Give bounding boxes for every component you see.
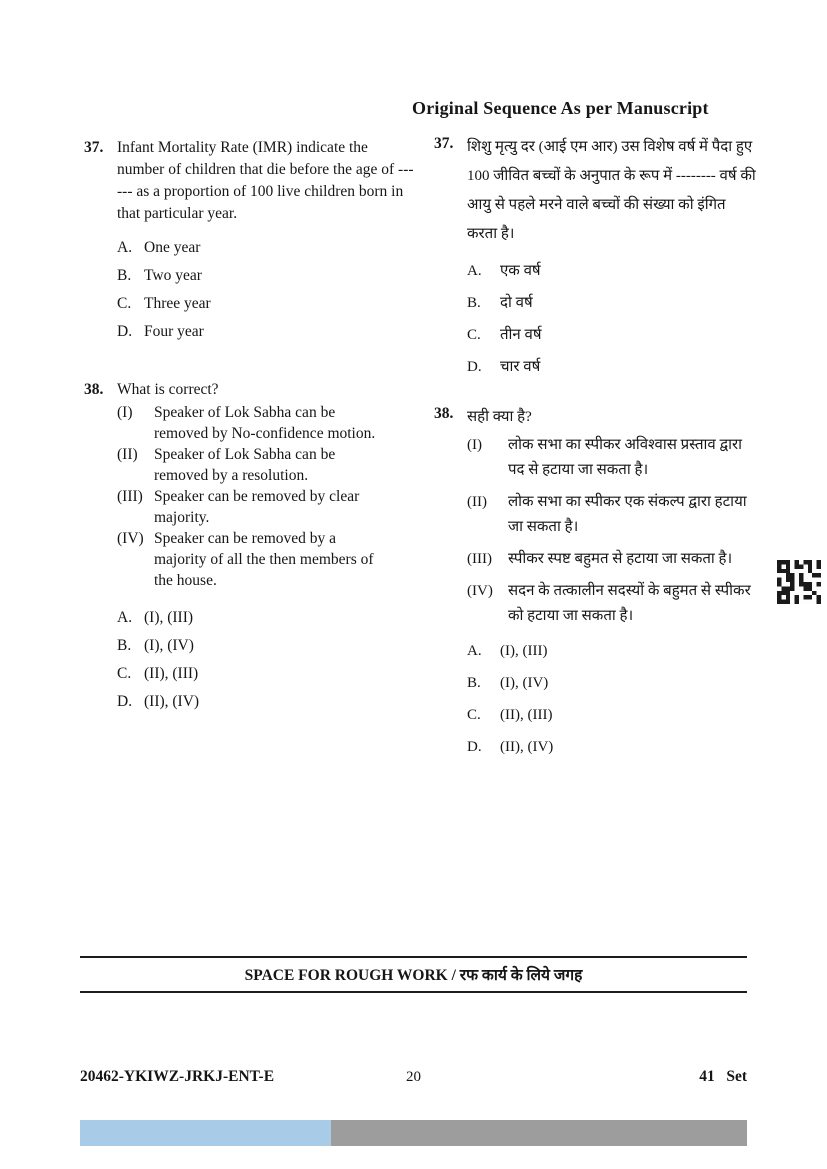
option-text: (II), (IV) (500, 739, 554, 755)
statements-list (117, 402, 415, 591)
statement-row (117, 444, 415, 486)
statement-text: सदन के तत्कालीन सदस्यों के बहुमत से स्पीकर को हटाया जा सकता है। (508, 583, 751, 624)
option-text: Two year (144, 267, 202, 284)
option-text: One year (144, 239, 201, 256)
qr-code-image (776, 560, 822, 604)
option-text: दो वर्ष (500, 295, 533, 311)
question-text: शिशु मृत्यु दर (आई एम आर) उस विशेष वर्ष में पैदा हुए 100 जीवित बच्चों के अनुपात के रूप में -------- वर्ष की आयु से पहले मरने वाले बच्चों की संख्या को इंगित करता है। (467, 139, 756, 242)
statement-label: (IV) (467, 583, 493, 599)
option-text: चार वर्ष (500, 359, 541, 375)
question-37-hi (434, 133, 757, 389)
option-row (117, 322, 415, 342)
options-list (467, 261, 757, 377)
option-row (467, 673, 757, 693)
statement-text: Speaker of Lok Sabha can be removed by No-confidence motion. (154, 404, 376, 442)
option-text: (II), (IV) (144, 693, 200, 710)
paper-code: 20462-YKIWZ-JRKJ-ENT-E (80, 1068, 275, 1085)
statement-text: Speaker of Lok Sabha can be removed by a resolution. (154, 446, 336, 484)
question-number: 38. (84, 381, 104, 398)
option-label: B. (467, 295, 481, 311)
bottom-strip-gray (331, 1120, 747, 1146)
option-label: A. (117, 609, 133, 626)
statement-row (467, 433, 757, 483)
option-label: C. (117, 295, 132, 312)
option-row (467, 261, 757, 281)
statement-label: (III) (117, 488, 143, 505)
question-37-en (84, 137, 415, 350)
statement-text: Speaker can be removed by clear majority. (154, 488, 360, 526)
hindi-column (434, 133, 757, 769)
option-row (467, 641, 757, 661)
option-text: (I), (IV) (144, 637, 194, 654)
option-label: C. (467, 707, 481, 723)
statement-text: स्पीकर स्पष्ट बहुमत से हटाया जा सकता है। (508, 551, 733, 567)
statement-text: Speaker can be removed by a majority of all the then members of the house. (154, 530, 374, 589)
option-row (467, 737, 757, 757)
statement-text: लोक सभा का स्पीकर एक संकल्प द्वारा हटाया जा सकता है। (508, 494, 747, 535)
options-list (117, 608, 415, 712)
statement-row (117, 402, 415, 444)
option-row (467, 357, 757, 377)
option-label: B. (117, 637, 132, 654)
option-text: (I), (III) (144, 609, 194, 626)
statement-label: (I) (117, 404, 133, 421)
page-footer (80, 1068, 747, 1086)
qr-code (776, 560, 822, 604)
option-row (467, 705, 757, 725)
option-text: (I), (III) (500, 643, 548, 659)
option-row (467, 325, 757, 345)
option-label: B. (467, 675, 481, 691)
statement-label: (II) (467, 494, 487, 510)
options-list (467, 641, 757, 757)
question-text: What is correct? (117, 381, 219, 398)
option-row (467, 293, 757, 313)
statement-row (467, 490, 757, 540)
statement-row (467, 579, 757, 629)
option-text: (I), (IV) (500, 675, 549, 691)
statement-row (117, 486, 415, 528)
rough-work-banner: SPACE FOR ROUGH WORK / रफ कार्य के लिये जगह (80, 956, 747, 993)
option-label: C. (117, 665, 132, 682)
option-label: D. (467, 359, 482, 375)
option-row (117, 608, 415, 628)
options-list (117, 238, 415, 342)
set-number: 41 Set (699, 1068, 747, 1085)
option-label: B. (117, 267, 132, 284)
option-text: तीन वर्ष (500, 327, 542, 343)
question-text: सही क्या है? (467, 409, 532, 425)
option-text: Three year (144, 295, 211, 312)
option-text: (II), (III) (144, 665, 199, 682)
statement-label: (II) (117, 446, 138, 463)
option-text: (II), (III) (500, 707, 553, 723)
page-title: Original Sequence As per Manuscript (412, 98, 709, 118)
option-label: D. (117, 693, 133, 710)
option-label: A. (117, 239, 133, 256)
page-number: 20 (406, 1069, 421, 1085)
option-label: C. (467, 327, 481, 343)
question-number: 38. (434, 405, 454, 422)
option-text: एक वर्ष (500, 263, 541, 279)
option-row (117, 692, 415, 712)
option-row (117, 664, 415, 684)
question-38-hi (434, 403, 757, 769)
option-label: A. (467, 263, 482, 279)
english-column (84, 137, 415, 720)
option-row (117, 238, 415, 258)
statement-label: (IV) (117, 530, 144, 547)
option-row (117, 266, 415, 286)
question-number: 37. (434, 135, 454, 152)
option-row (117, 636, 415, 656)
option-label: D. (117, 323, 133, 340)
option-row (117, 294, 415, 314)
statement-label: (III) (467, 551, 492, 567)
statement-row (117, 528, 415, 591)
question-number: 37. (84, 139, 104, 156)
statement-label: (I) (467, 437, 482, 453)
statement-row (467, 547, 757, 572)
option-label: A. (467, 643, 482, 659)
statement-text: लोक सभा का स्पीकर अविश्वास प्रस्ताव द्वारा पद से हटाया जा सकता है। (508, 437, 743, 478)
question-text: Infant Mortality Rate (IMR) indicate the number of children that die before the age of ------ as a proportion of 100 live children born in that particular year. (117, 139, 414, 222)
option-text: Four year (144, 323, 204, 340)
statements-list (467, 433, 757, 629)
option-label: D. (467, 739, 482, 755)
bottom-strip-blue (80, 1120, 331, 1146)
question-38-en (84, 379, 415, 720)
